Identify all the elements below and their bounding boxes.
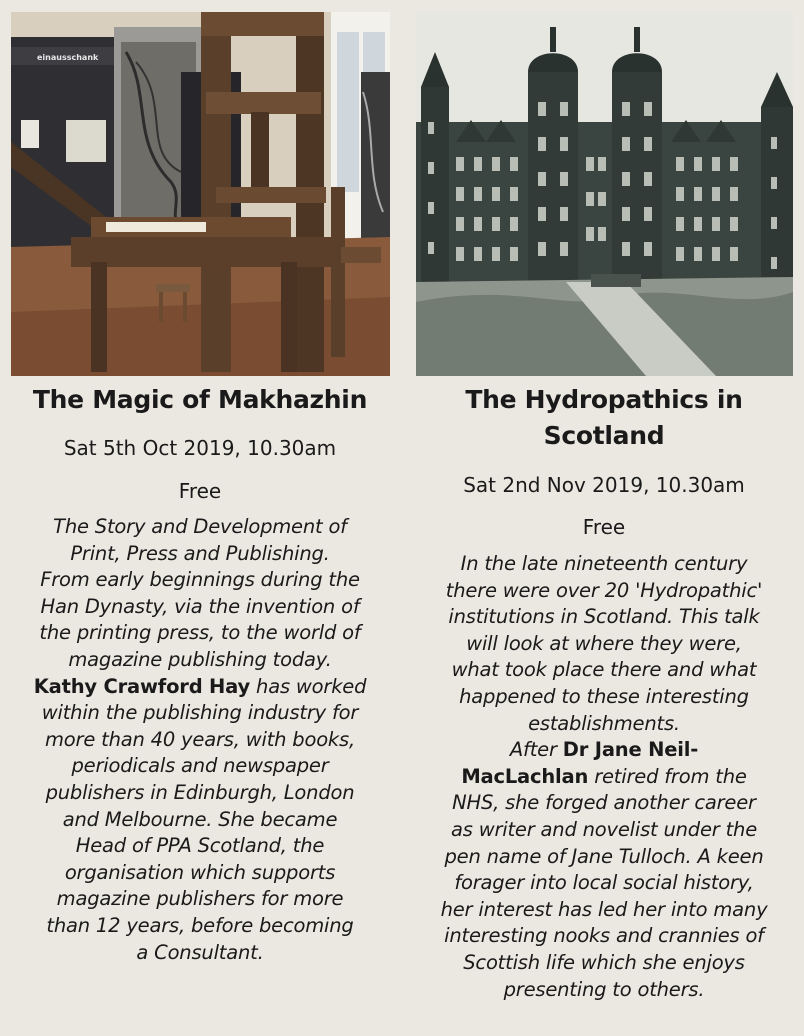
speaker-name-part1: Dr Jane Neil- bbox=[562, 738, 699, 762]
event-date: Sat 5th Oct 2019, 10.30am bbox=[63, 436, 337, 460]
printing-press-photo bbox=[11, 12, 390, 376]
hydropathic-building-photo bbox=[416, 12, 793, 376]
bio-line: than 12 years, before becoming bbox=[46, 913, 354, 937]
speaker-name: Kathy Crawford Hay bbox=[33, 674, 251, 698]
bio-line: her interest has led her into many bbox=[440, 897, 768, 921]
bio-line: more than 40 years, with books, bbox=[45, 727, 355, 751]
bio-line: as writer and novelist under the bbox=[450, 817, 757, 841]
printing-press-illustration bbox=[11, 12, 390, 376]
event-price: Free bbox=[178, 479, 222, 503]
bio-line: publishers in Edinburgh, London bbox=[45, 780, 355, 804]
desc-line: what took place there and what bbox=[451, 658, 757, 682]
bio-first-line bbox=[0, 674, 400, 701]
bio-line: within the publishing industry for bbox=[41, 701, 359, 725]
bio-line: Head of PPA Scotland, the bbox=[75, 834, 325, 858]
event-title-line: The Hydropathics in bbox=[465, 385, 743, 414]
bio-line: a Consultant. bbox=[136, 940, 264, 964]
bio-line: and Melbourne. She became bbox=[62, 807, 338, 831]
desc-line: institutions in Scotland. This talk bbox=[448, 605, 760, 629]
bio-first-line bbox=[404, 737, 804, 764]
bio-line: pen name of Jane Tulloch. A keen bbox=[444, 844, 764, 868]
desc-line: Print, Press and Publishing. bbox=[70, 541, 330, 565]
hydropathic-building-illustration bbox=[416, 12, 793, 376]
desc-line: In the late nineteenth century bbox=[460, 552, 748, 575]
bio-line: NHS, she forged another career bbox=[452, 791, 756, 815]
bio-line: interesting nooks and crannies of bbox=[444, 924, 764, 948]
desc-line: The Story and Development of bbox=[53, 515, 347, 538]
bio-line: organisation which supports bbox=[64, 860, 336, 884]
bio-line: presenting to others. bbox=[503, 977, 705, 1001]
desc-line: magazine publishing today. bbox=[68, 647, 332, 671]
bio-text: retired from the bbox=[594, 764, 747, 788]
event-title-line: Scotland bbox=[543, 421, 665, 450]
event-title: The Magic of Makhazhin bbox=[32, 385, 368, 414]
bio-text: has worked bbox=[256, 674, 367, 698]
event-description bbox=[0, 514, 400, 966]
event-title bbox=[404, 382, 804, 454]
desc-line: Han Dynasty, via the invention of bbox=[40, 594, 360, 618]
exhibit-sign-label: einausschank bbox=[37, 53, 99, 62]
event-date: Sat 2nd Nov 2019, 10.30am bbox=[463, 473, 745, 497]
bio-line: magazine publishers for more bbox=[56, 887, 344, 911]
bio-line: forager into local social history, bbox=[454, 871, 754, 895]
desc-line: will look at where they were, bbox=[466, 631, 742, 655]
desc-line: happened to these interesting bbox=[459, 684, 749, 708]
speaker-name-part2: MacLachlan bbox=[461, 764, 589, 788]
bio-second-line bbox=[404, 764, 804, 791]
desc-line: the printing press, to the world of bbox=[39, 621, 361, 645]
bio-prefix: After bbox=[509, 738, 557, 762]
desc-line: From early beginnings during the bbox=[40, 568, 360, 592]
desc-line: establishments. bbox=[528, 711, 680, 735]
bio-line: Scottish life which she enjoys bbox=[463, 950, 745, 974]
desc-line: there were over 20 'Hydropathic' bbox=[445, 578, 763, 602]
bio-line: periodicals and newspaper bbox=[71, 754, 329, 778]
event-price: Free bbox=[582, 515, 626, 539]
event-description bbox=[404, 551, 804, 1003]
